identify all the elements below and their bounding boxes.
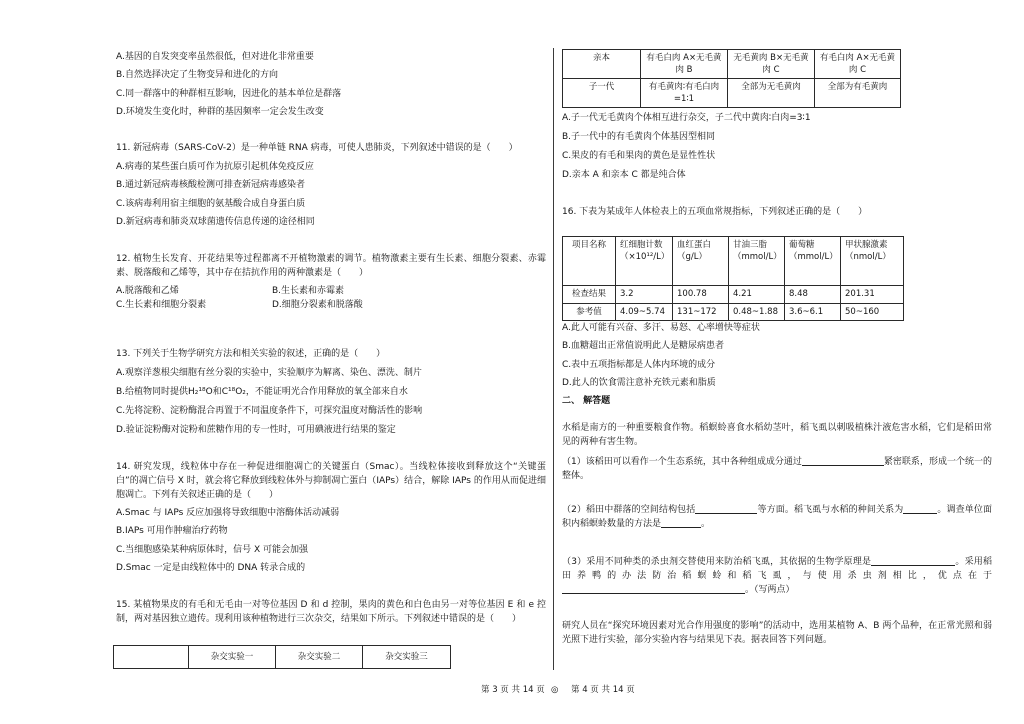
answer-blank: [903, 504, 937, 514]
q14-stem: 14. 研究发现，线粒体中存在一种促进细胞凋亡的关键蛋白（Smac）。当线粒体接收到释放这个“关键蛋白”的凋亡信号 X 时，就会将它释放到线粒体外与抑制凋亡蛋白（IAPs）结合，解除 IAPs 的作用从而促进细胞凋亡。下列有关叙述正确的是（ ）: [116, 462, 546, 500]
q15-table-cell: 有毛黄肉∶有毛白肉=1∶1: [641, 79, 728, 108]
q16-table-header-cell: 红细胞计数（×10¹²/L）: [616, 237, 673, 286]
q11-option-a: A.病毒的某些蛋白质可作为抗原引起机体免疫反应: [116, 162, 314, 172]
q17-intro: 水稻是南方的一种重要粮食作物。稻螟蛉喜食水稻幼茎叶，稻飞虱以刺吸植株汁液危害水稻，它们是稻田常见的两种有害生物。: [562, 423, 992, 447]
answer-blank: [562, 584, 745, 594]
q10-option-a: A.基因的自发突变率虽然很低，但对进化非常重要: [116, 52, 314, 62]
q15-table-header: [113, 645, 451, 669]
q15-table-header-cell: 杂交实验三: [363, 646, 451, 669]
q16-table-cell: 201.31: [841, 286, 904, 304]
q15-option-b: B.子一代中的有毛黄肉个体基因型相同: [562, 131, 716, 142]
q16-options: [562, 319, 992, 393]
q17-part2-text: 。调查单位面积内稻螟蛉数量的方法是: [562, 505, 992, 529]
q16-table-cell: 131~172: [673, 304, 729, 321]
q10-option-d: D.环境发生变化时，种群的基因频率一定会发生改变: [116, 107, 324, 118]
q16-table-cell: 8.48: [785, 286, 841, 304]
q18-intro: 研究人员在“探究环境因素对光合作用强度的影响”的活动中，选用某植物 A、B 两个品种，在正常光照和弱光照下进行实验，部分实验内容与结果见下表。据表回答下列问题。: [562, 621, 992, 645]
q17-part3-text: 。采用稻田养鸭的办法防治稻螟蛉和稻飞虱，与使用杀虫剂相比，优点在于: [562, 557, 992, 581]
q17-part1: [562, 455, 992, 483]
q11-option-b: B.通过新冠病毒核酸检测可排查新冠病毒感染者: [116, 180, 306, 191]
q17-part2-text: 等方面。稻飞虱与水稻的种间关系为: [757, 505, 904, 515]
q15-stem: 15. 某植物果皮的有毛和无毛由一对等位基因 D 和 d 控制，果肉的黄色和白色由另一对等位基因 E 和 e 控制，两对基因独立遗传。现利用该种植物进行三次杂交，结果如下所示。下列叙述中错误的是（ ）: [116, 600, 546, 624]
q14-option-d: D.Smac 一定是由线粒体中的 DNA 转录合成的: [116, 563, 306, 574]
q17-part3-text: （3）采用不同种类的杀虫剂交替使用来防治稻飞虱，其依据的生物学原理是: [562, 557, 872, 567]
q15-table-body: [562, 49, 901, 108]
q15-table-cell: 子一代: [563, 79, 641, 108]
q12-stem: 12. 植物生长发育、开花结果等过程都离不开植物激素的调节。植物激素主要有生长素、细胞分裂素、赤霉素、脱落酸和乙烯等，其中存在拮抗作用的两种激素是（ ）: [116, 254, 546, 278]
q15-table-header-row: [114, 646, 451, 669]
q12-option-c: C.生长素和细胞分裂素: [116, 299, 207, 310]
q15-option-d: D.亲本 A 和亲本 C 都是纯合体: [562, 169, 686, 180]
q17-part1-text: （1）该稻田可以看作一个生态系统，其中各种组成成分通过: [562, 457, 802, 467]
q10-option-b: B.自然选择决定了生物变异和进化的方向: [116, 70, 279, 81]
q17-part2-text: （2）稻田中群落的空间结构包括: [562, 505, 696, 515]
q12-option-d: D.细胞分裂素和脱落酸: [272, 299, 363, 310]
q12-options: [116, 285, 546, 312]
q15-table-header-cell: 杂交实验一: [189, 646, 276, 669]
q14-option-c: C.当细胞感染某种病原体时，信号 X 可能会加强: [116, 544, 309, 555]
q17-part1-text: 紧密联系，形成一个统一的整体。: [562, 457, 992, 481]
q16-option-d: D.此人的饮食需注意补充铁元素和脂质: [562, 378, 716, 389]
binding-symbol: ◎: [551, 685, 559, 695]
q15-table-cell: 无毛黄肉 B×无毛黄肉 C: [728, 50, 815, 79]
q16-table-header-cell: 血红蛋白（g/L）: [673, 237, 729, 286]
q12-option-a: A.脱落酸和乙烯: [116, 286, 179, 296]
q17-part3-text: 。（写两点）: [745, 585, 795, 595]
q16-stem: 16. 下表为某成年人体检表上的五项血常规指标，下列叙述正确的是（ ）: [562, 207, 868, 217]
section-title: 二、 解答题: [562, 396, 611, 406]
q12-option-b: B.生长素和赤霉素: [272, 286, 345, 296]
q16-option-a: A.此人可能有兴奋、多汗、易怒、心率增快等症状: [562, 323, 760, 333]
q15-table-cell: 全部为无毛黄肉: [728, 79, 815, 108]
q13-option-b: B.给植物同时提供H₂¹⁸O和C¹⁸O₂，不能证明光合作用释放的氧全部来自水: [116, 386, 408, 397]
q15-table-cell: 全部为有毛黄肉: [815, 79, 901, 108]
q16-table-row-reference: [563, 304, 904, 321]
q15-table-cell: 有毛白肉 A×无毛黄肉 B: [641, 50, 728, 79]
q16-table-cell: 0.48~1.88: [729, 304, 785, 321]
answer-blank: [802, 456, 884, 466]
q11-option-c: C.该病毒利用宿主细胞的氨基酸合成自身蛋白质: [116, 198, 306, 209]
q16-table-header-cell: 甘油三脂（mmol/L）: [729, 237, 785, 286]
answer-blank: [661, 518, 701, 528]
q16-table-cell: 3.2: [616, 286, 673, 304]
q16-option-c: C.表中五项指标都是人体内环境的成分: [562, 359, 716, 370]
q16-table-header-cell: 葡萄糖（mmol/L）: [785, 237, 841, 286]
q16-table-cell: 50~160: [841, 304, 904, 321]
q16-option-b: B.血糖超出正常值说明此人是糖尿病患者: [562, 341, 725, 352]
q13-options: [116, 364, 546, 440]
q16-table-cell: 100.78: [673, 286, 729, 304]
q16-table-row-result: [563, 286, 904, 304]
q15-table-header-cell: 杂交实验二: [276, 646, 363, 669]
q16-table: [562, 236, 904, 321]
q11-stem: 11. 新冠病毒（SARS-CoV-2）是一种单链 RNA 病毒，可使人患肺炎，下列叙述中错误的是（ ）: [116, 143, 518, 153]
q16-table-header-row: [563, 237, 904, 286]
q15-table-corner-cell: [114, 646, 189, 669]
q13-option-c: C.先将淀粉、淀粉酶混合再置于不同温度条件下，可探究温度对酶活性的影响: [116, 405, 423, 416]
q10-option-c: C.同一群落中的种群相互影响，因进化的基本单位是群落: [116, 88, 342, 99]
right-page-number: 第 4 页 共 14 页: [571, 685, 635, 695]
q16-table-header-cell: 甲状腺激素（nmol/L）: [841, 237, 904, 286]
q11-options: [116, 158, 546, 232]
q15-table-row-f1: [563, 79, 901, 108]
q16-table-cell: 检查结果: [563, 286, 616, 304]
left-page-number: 第 3 页 共 14 页: [481, 685, 545, 695]
q16-table-cell: 参考值: [563, 304, 616, 321]
q10-options: [116, 48, 546, 122]
q15-table-row-parents: [563, 50, 901, 79]
answer-blank: [871, 556, 955, 566]
page-divider-line: [553, 48, 554, 670]
q15-table-cell: 有毛白肉 A×无毛黄肉 C: [815, 50, 901, 79]
q17-part2: [562, 503, 992, 531]
q16-table-cell: 4.21: [729, 286, 785, 304]
q16-table-cell: 4.09~5.74: [616, 304, 673, 321]
q17-part2-text: 。: [701, 519, 711, 529]
q17-part3: [562, 555, 992, 597]
answer-blank: [695, 504, 757, 514]
q13-option-a: A.观察洋葱根尖细胞有丝分裂的实验中，实验顺序为解离、染色、漂洗、制片: [116, 368, 422, 378]
q15-options: [562, 109, 992, 185]
q15-option-c: C.果皮的有毛和果肉的黄色是显性性状: [562, 150, 716, 161]
q15-option-a: A.子一代无毛黄肉个体相互进行杂交，子二代中黄肉∶白肉=3∶1: [562, 113, 811, 123]
q13-stem: 13. 下列关于生物学研究方法和相关实验的叙述，正确的是（ ）: [116, 349, 386, 359]
q11-option-d: D.新冠病毒和肺炎双球菌遗传信息传递的途径相同: [116, 217, 315, 228]
q14-options: [116, 504, 546, 578]
q16-table-header-cell: 项目名称: [563, 237, 616, 286]
q13-option-d: D.验证淀粉酶对淀粉和蔗糖作用的专一性时，可用碘液进行结果的鉴定: [116, 424, 396, 435]
q14-option-b: B.IAPs 可用作肿瘤治疗药物: [116, 526, 228, 537]
q16-table-cell: 3.6~6.1: [785, 304, 841, 321]
q14-option-a: A.Smac 与 IAPs 反应加强将导致细胞中溶酶体活动减弱: [116, 508, 340, 518]
q15-table-cell: 亲本: [563, 50, 641, 79]
